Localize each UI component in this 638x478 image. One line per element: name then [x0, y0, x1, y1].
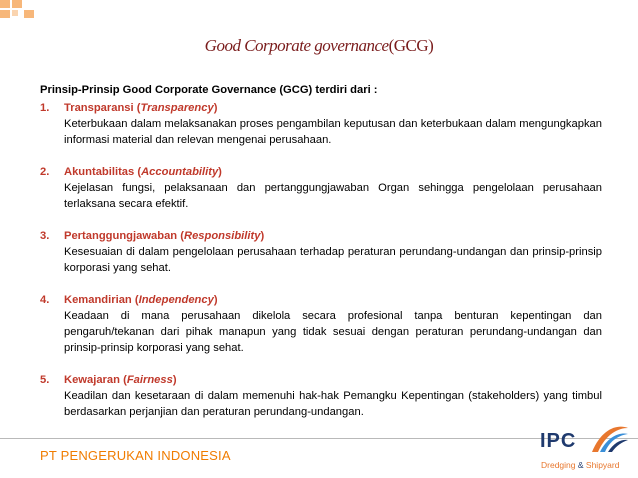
- principle-heading: 5. Kewajaran (Fairness): [40, 374, 177, 386]
- company-name: PT PENGERUKAN INDONESIA: [40, 448, 231, 463]
- ipc-logo: [540, 422, 630, 472]
- principle-english: Fairness: [126, 374, 173, 386]
- principle-heading: 2. Akuntabilitas (Accountability): [40, 166, 222, 178]
- principle-english: Accountability: [141, 166, 219, 178]
- principle-name: Kemandirian: [64, 294, 132, 306]
- corner-decoration: [0, 0, 40, 20]
- principle-heading: 1. Transparansi (Transparency): [40, 102, 218, 114]
- principle-english: Independency: [138, 294, 214, 306]
- title-main: Good Corporate governance: [204, 36, 389, 55]
- principle-heading: 4. Kemandirian (Independency): [40, 294, 218, 306]
- principle-english: Responsibility: [183, 230, 261, 242]
- principle-heading: 3. Pertanggungjawaban (Responsibility): [40, 230, 265, 242]
- logo-swoosh-icon: [590, 422, 630, 456]
- title-suffix: (GCG): [388, 36, 434, 55]
- principle-description: Kejelasan fungsi, pelaksanaan dan pertanggungjawaban Organ sehingga pengelolaan perusahaan terlaksana secara efektif.: [64, 182, 602, 210]
- principle-item: [40, 292, 602, 356]
- principle-name: Pertanggungjawaban: [64, 230, 178, 242]
- principle-name: Akuntabilitas: [64, 166, 135, 178]
- principle-number: 5.: [40, 374, 50, 386]
- principle-description: Kesesuaian di dalam pengelolaan perusahaan terhadap peraturan perundang-undangan dan prinsip-prinsip korporasi yang sehat.: [64, 246, 602, 274]
- principle-description: Keadaan di mana perusahaan dikelola secara profesional tanpa benturan kepentingan dan pengaruh/tekanan dari pihak manapun yang tidak sesuai dengan peraturan perundang-undangan dan prinsip-prinsip korporasi yang sehat.: [64, 310, 602, 354]
- logo-subtitle: Dredging & Shipyard: [541, 460, 620, 470]
- intro-text: Prinsip-Prinsip Good Corporate Governance (GCG) terdiri dari :: [40, 84, 378, 96]
- principle-item: [40, 100, 602, 148]
- principle-english: Transparency: [140, 102, 214, 114]
- principle-item: [40, 228, 602, 276]
- principle-number: 4.: [40, 294, 50, 306]
- principle-name: Kewajaran: [64, 374, 120, 386]
- principle-name: Transparansi: [64, 102, 134, 114]
- page-title: [0, 36, 638, 56]
- principle-number: 2.: [40, 166, 50, 178]
- principle-item: [40, 372, 602, 420]
- principle-number: 1.: [40, 102, 50, 114]
- principle-description: Keterbukaan dalam melaksanakan proses pengambilan keputusan dan keterbukaan dalam mengungkapkan informasi material dan relevan mengenai perusahaan.: [64, 118, 602, 146]
- principle-description: Keadilan dan kesetaraan di dalam memenuhi hak-hak Pemangku Kepentingan (stakeholders) yang timbul berdasarkan perjanjian dan peraturan perundang-undangan.: [64, 390, 602, 418]
- principles-section: [40, 82, 602, 436]
- principle-number: 3.: [40, 230, 50, 242]
- principle-item: [40, 164, 602, 212]
- logo-text: IPC: [540, 430, 577, 452]
